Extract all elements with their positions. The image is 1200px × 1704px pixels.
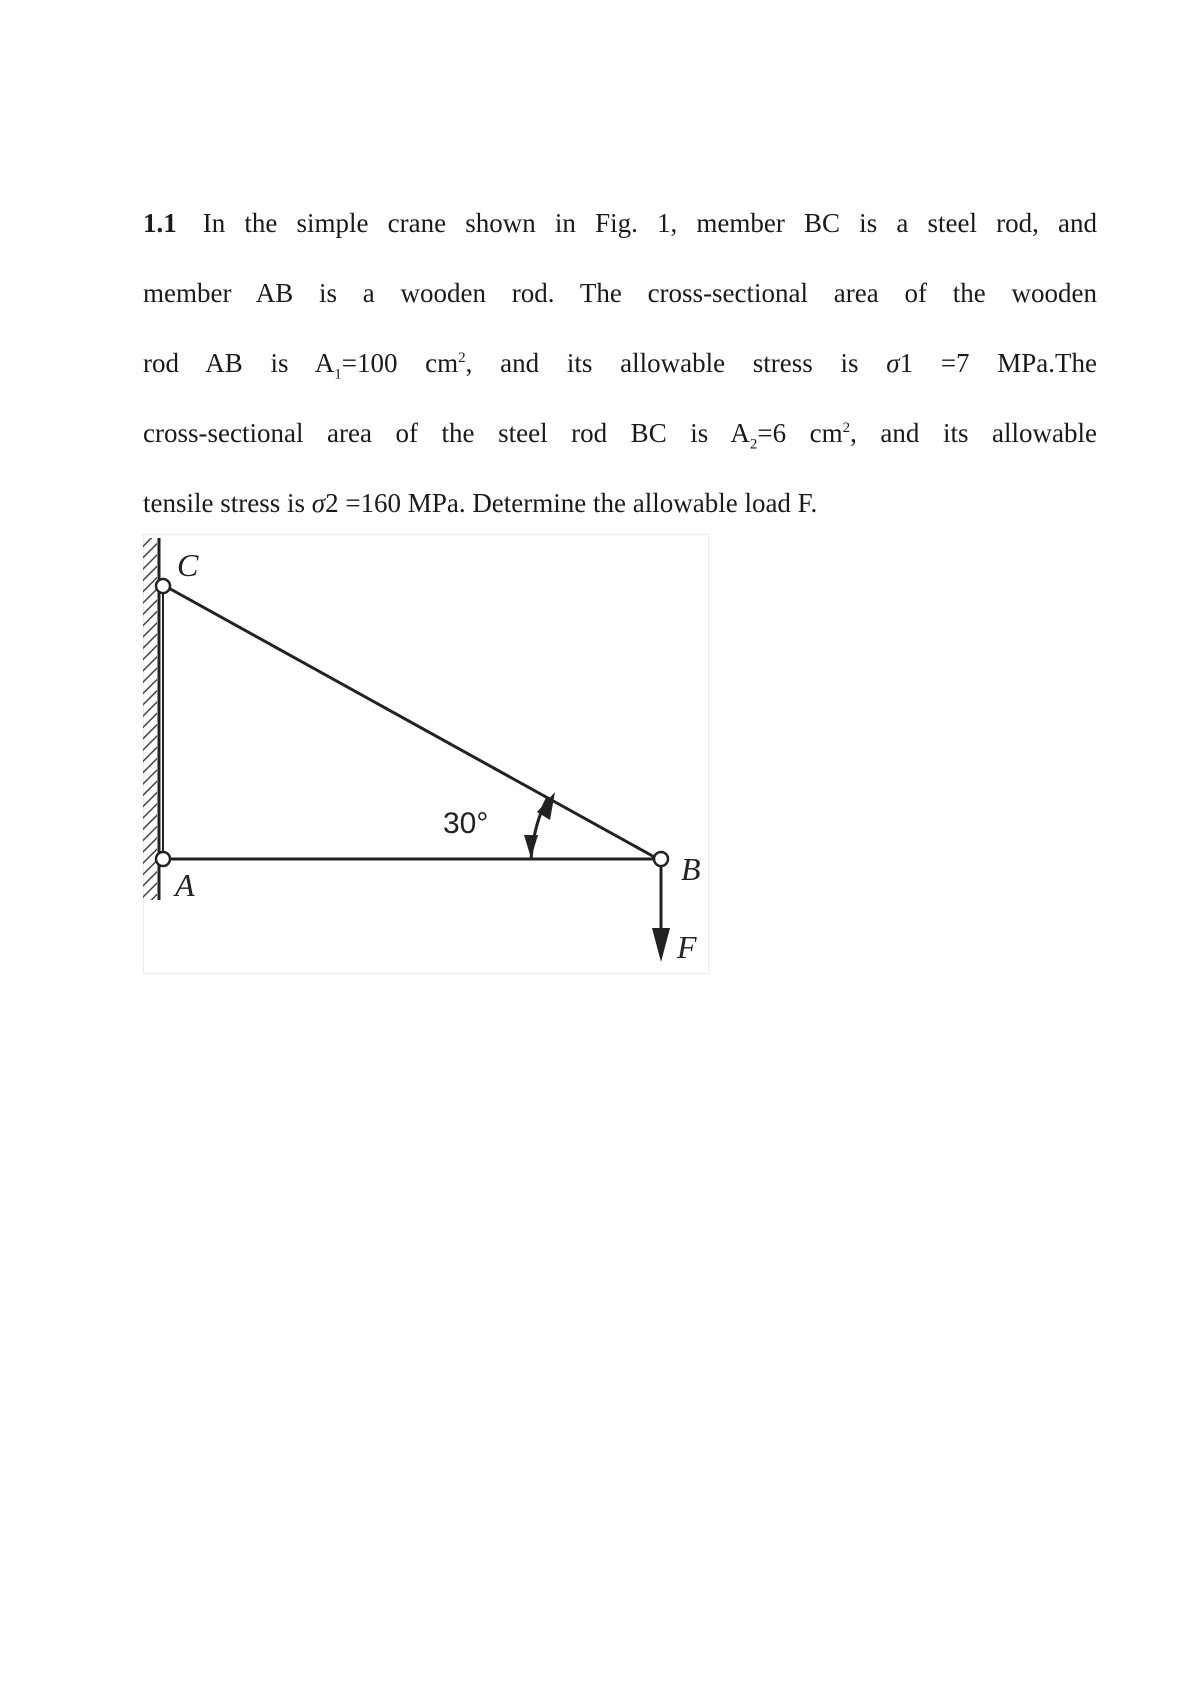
label-f: F bbox=[677, 929, 697, 965]
problem-line-3: rod AB is $A_1=100$ $cm^2$, and its allowable stress is σ1 =7 MPa.The bbox=[143, 348, 1098, 383]
problem-statement bbox=[143, 196, 1097, 546]
label-b: B bbox=[681, 851, 701, 887]
force-arrow-head bbox=[652, 928, 670, 962]
sigma-symbol: σ bbox=[886, 348, 900, 378]
problem-line-2: member AB is a wooden rod. The cross-sectional area of the wooden bbox=[143, 278, 1097, 308]
joint-a bbox=[156, 852, 170, 866]
label-a: A bbox=[175, 867, 195, 903]
joint-c bbox=[156, 579, 170, 593]
problem-number: 1.1 bbox=[143, 208, 177, 238]
wall-hatching bbox=[143, 538, 157, 900]
problem-line-4: cross-sectional area of the steel rod BC is $A_2=6$ $cm^2$, and its allowable bbox=[143, 418, 1097, 453]
sigma-symbol: σ bbox=[311, 488, 326, 518]
crane-diagram bbox=[143, 534, 709, 974]
angle-label: 30° bbox=[443, 807, 489, 840]
figure-frame bbox=[143, 534, 709, 974]
angle-arrow-down bbox=[524, 835, 538, 858]
joint-b bbox=[654, 852, 668, 866]
member-bc bbox=[165, 586, 658, 859]
problem-line-5: tensile stress is σ2 =160 MPa. Determine the allowable load F. bbox=[143, 488, 818, 518]
crane-figure bbox=[143, 534, 709, 974]
label-c: C bbox=[177, 547, 199, 583]
problem-line-1: 1.1 In the simple crane shown in Fig. 1, member BC is a steel rod, and bbox=[143, 208, 1097, 238]
